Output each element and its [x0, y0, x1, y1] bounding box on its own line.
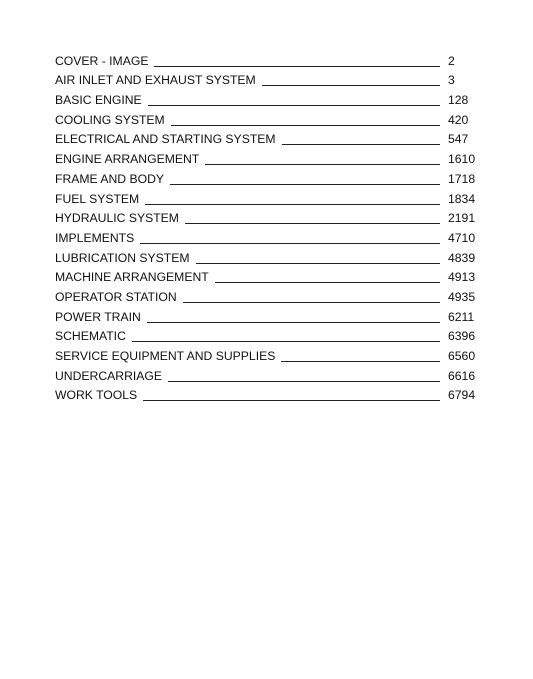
toc-entry-title: COOLING SYSTEM	[55, 112, 165, 127]
toc-entry-page-number: 6396	[448, 329, 476, 344]
toc-entry-page-number: 6794	[448, 388, 476, 403]
toc-leader-line	[154, 66, 440, 67]
toc-leader-line	[262, 85, 440, 86]
toc-entry-page-number: 4710	[448, 230, 476, 245]
toc-leader-line	[168, 381, 440, 382]
toc-entry-title: MACHINE ARRANGEMENT	[55, 270, 209, 285]
toc-entry[interactable]	[55, 245, 480, 265]
toc-entry-page-number: 128	[448, 93, 469, 108]
toc-entry-page-number: 6616	[448, 368, 476, 383]
toc-leader-line	[145, 204, 440, 205]
toc-entry-page-number: 547	[448, 132, 469, 147]
toc-leader-line	[196, 263, 440, 264]
toc-entry[interactable]	[55, 127, 480, 147]
toc-entry-page-number: 1718	[448, 171, 476, 186]
toc-leader-line	[171, 125, 440, 126]
toc-entry[interactable]	[55, 383, 480, 403]
toc-entry[interactable]	[55, 225, 480, 245]
toc-entry[interactable]	[55, 186, 480, 206]
toc-entry-title: HYDRAULIC SYSTEM	[55, 211, 179, 226]
toc-entry-page-number: 3	[448, 73, 455, 88]
toc-entry-title: COVER - IMAGE	[55, 53, 149, 68]
toc-entry[interactable]	[55, 146, 480, 166]
toc-entry[interactable]	[55, 265, 480, 285]
toc-leader-line	[170, 184, 440, 185]
toc-leader-line	[183, 302, 440, 303]
toc-entry[interactable]	[55, 107, 480, 127]
toc-entry-page-number: 4913	[448, 270, 476, 285]
toc-entry-title: BASIC ENGINE	[55, 93, 142, 108]
toc-entry[interactable]	[55, 206, 480, 226]
toc-leader-line	[140, 243, 440, 244]
toc-leader-line	[143, 400, 440, 401]
table-of-contents	[55, 48, 480, 402]
toc-entry-title: UNDERCARRIAGE	[55, 368, 162, 383]
toc-leader-line	[147, 322, 440, 323]
toc-entry-title: IMPLEMENTS	[55, 230, 135, 245]
toc-leader-line	[205, 164, 440, 165]
toc-entry[interactable]	[55, 284, 480, 304]
toc-entry-title: OPERATOR STATION	[55, 289, 177, 304]
toc-entry-title: ELECTRICAL AND STARTING SYSTEM	[55, 132, 276, 147]
toc-entry-page-number: 2191	[448, 211, 476, 226]
toc-entry[interactable]	[55, 324, 480, 344]
toc-entry-title: POWER TRAIN	[55, 309, 141, 324]
toc-entry-page-number: 6560	[448, 349, 476, 363]
toc-entry-page-number: 6211	[448, 309, 475, 324]
toc-entry-title: SERVICE EQUIPMENT AND SUPPLIES	[55, 349, 276, 363]
toc-entry-page-number: 1834	[448, 191, 476, 206]
toc-entry[interactable]	[55, 343, 480, 363]
toc-entry-title: SCHEMATIC	[55, 329, 126, 344]
toc-leader-line	[148, 105, 440, 106]
toc-entry[interactable]	[55, 304, 480, 324]
toc-leader-line	[215, 282, 440, 283]
toc-leader-line	[132, 341, 440, 342]
toc-leader-line	[281, 361, 440, 362]
toc-entry-title: FRAME AND BODY	[55, 171, 165, 186]
toc-entry-title: AIR INLET AND EXHAUST SYSTEM	[55, 73, 256, 88]
toc-leader-line	[185, 223, 440, 224]
toc-entry[interactable]	[55, 363, 480, 383]
toc-entry-page-number: 1610	[448, 152, 476, 167]
toc-entry-page-number: 2	[448, 53, 455, 68]
toc-entry-page-number: 4935	[448, 289, 476, 304]
toc-entry[interactable]	[55, 68, 480, 88]
toc-entry-title: ENGINE ARRANGEMENT	[55, 152, 200, 167]
toc-entry[interactable]	[55, 87, 480, 107]
toc-entry[interactable]	[55, 48, 480, 68]
toc-entry-title: LUBRICATION SYSTEM	[55, 250, 190, 265]
toc-entry-page-number: 4839	[448, 250, 476, 265]
toc-entry[interactable]	[55, 166, 480, 186]
toc-entry-title: WORK TOOLS	[55, 388, 138, 403]
toc-entry-title: FUEL SYSTEM	[55, 191, 140, 206]
toc-leader-line	[282, 144, 440, 145]
toc-entry-page-number: 420	[448, 112, 469, 127]
